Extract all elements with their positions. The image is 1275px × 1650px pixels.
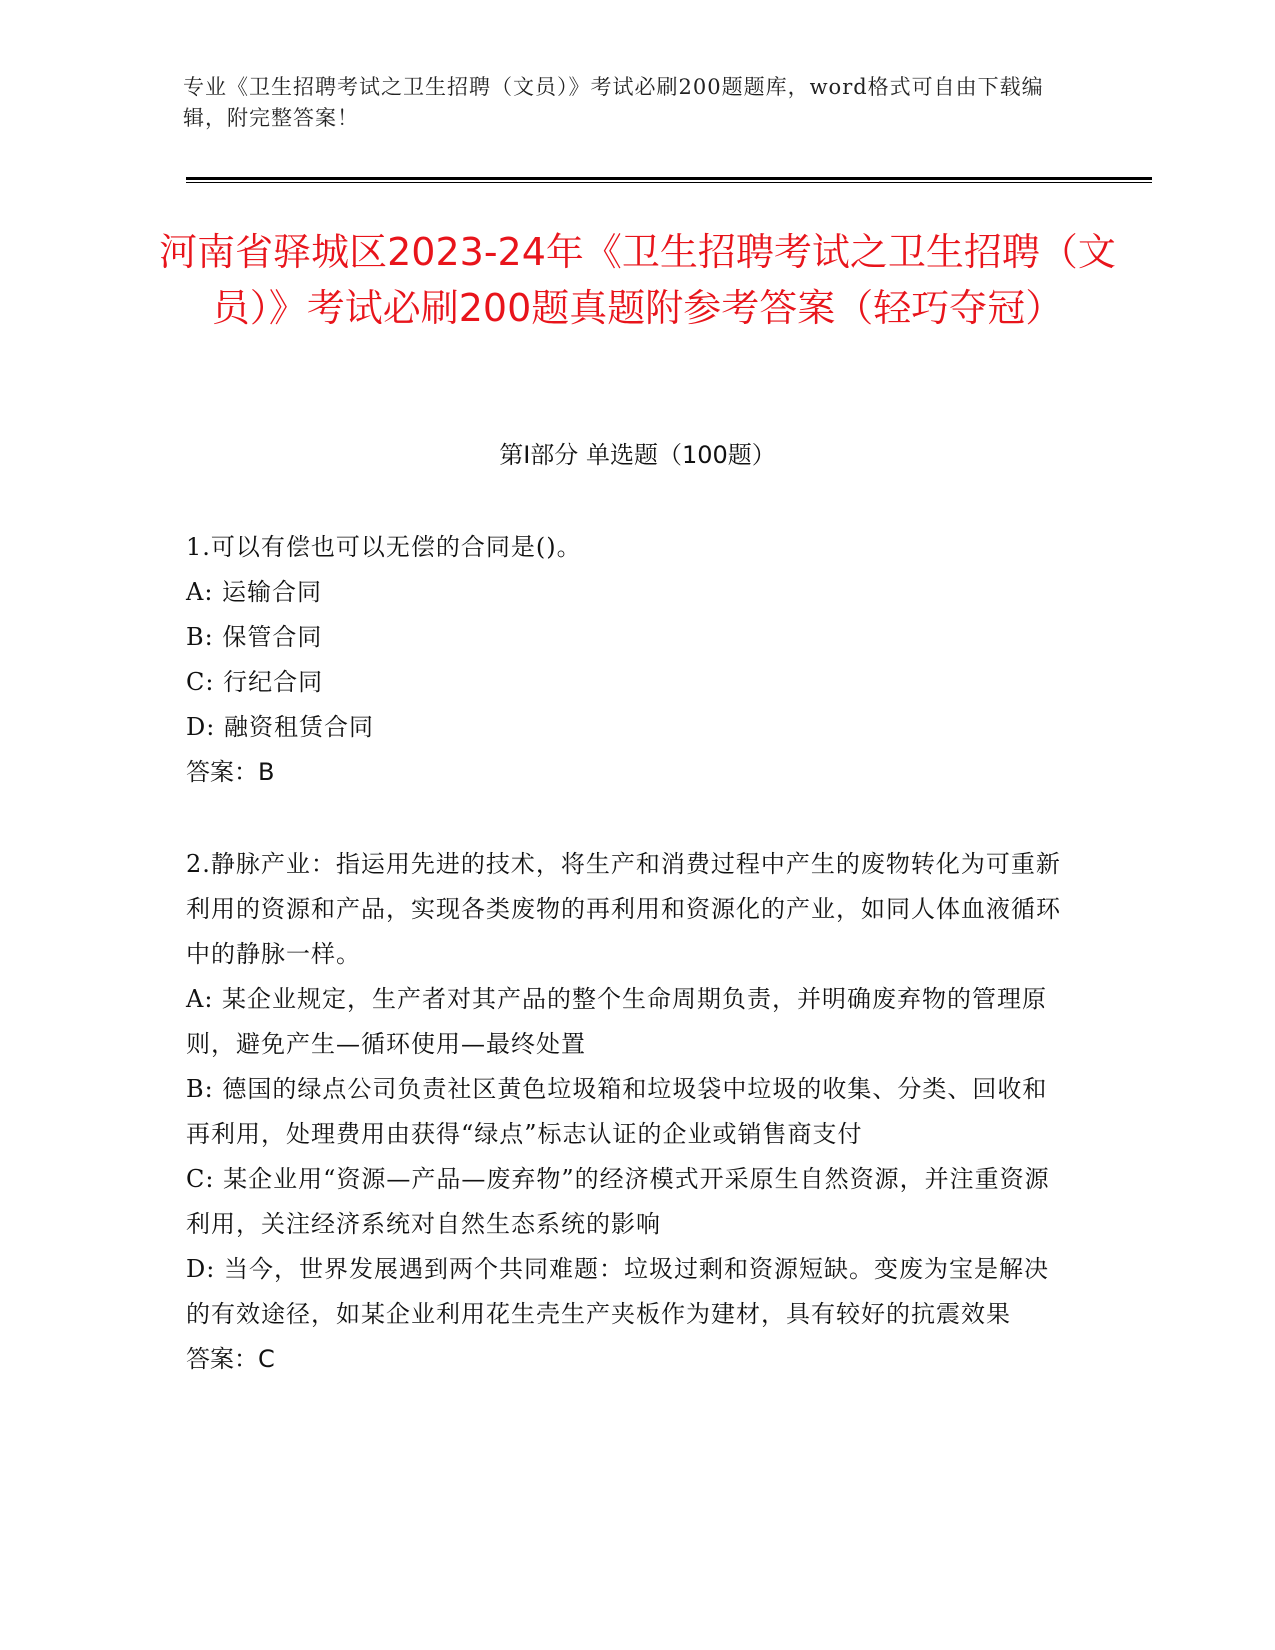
question-stem: 2.静脉产业：指运用先进的技术，将生产和消费过程中产生的废物转化为可重新利用的资源和产品，实现各类废物的再利用和资源化的产业，如同人体血液循环中的静脉一样。	[186, 850, 1061, 968]
section-heading: 第Ⅰ部分 单选题（100题）	[499, 441, 776, 469]
option-a: A: 某企业规定，生产者对其产品的整个生命周期负责，并明确废弃物的管理原则，避免产生—循环使用—最终处置	[186, 985, 1048, 1058]
option-c: C: 行纪合同	[186, 668, 324, 696]
answer: 答案：C	[186, 1345, 275, 1373]
header-divider-thin	[186, 182, 1152, 183]
option-b: B: 保管合同	[186, 623, 323, 651]
answer: 答案：B	[186, 758, 275, 786]
question-1	[186, 525, 1066, 795]
option-a: A: 运输合同	[186, 578, 323, 606]
option-d: D: 融资租赁合同	[186, 713, 374, 741]
option-c: C: 某企业用“资源—产品—废弃物”的经济模式开采原生自然资源，并注重资源利用，关注经济系统对自然生态系统的影响	[186, 1165, 1050, 1238]
question-stem: 1.可以有偿也可以无偿的合同是()。	[186, 533, 582, 561]
document-title: 河南省驿城区2023-24年《卫生招聘考试之卫生招聘（文员）》考试必刷200题真题附参考答案（轻巧夺冠）	[159, 230, 1116, 330]
option-b: B: 德国的绿点公司负责社区黄色垃圾箱和垃圾袋中垃圾的收集、分类、回收和再利用，处理费用由获得“绿点”标志认证的企业或销售商支付	[186, 1075, 1048, 1148]
header-note: 专业《卫生招聘考试之卫生招聘（文员）》考试必刷200题题库，word格式可自由下载编辑，附完整答案！	[183, 75, 1044, 130]
header-divider-thick	[186, 177, 1152, 180]
question-2	[186, 842, 1066, 1382]
option-d: D: 当今，世界发展遇到两个共同难题：垃圾过剩和资源短缺。变废为宝是解决的有效途径，如某企业利用花生壳生产夹板作为建材，具有较好的抗震效果	[186, 1255, 1049, 1328]
